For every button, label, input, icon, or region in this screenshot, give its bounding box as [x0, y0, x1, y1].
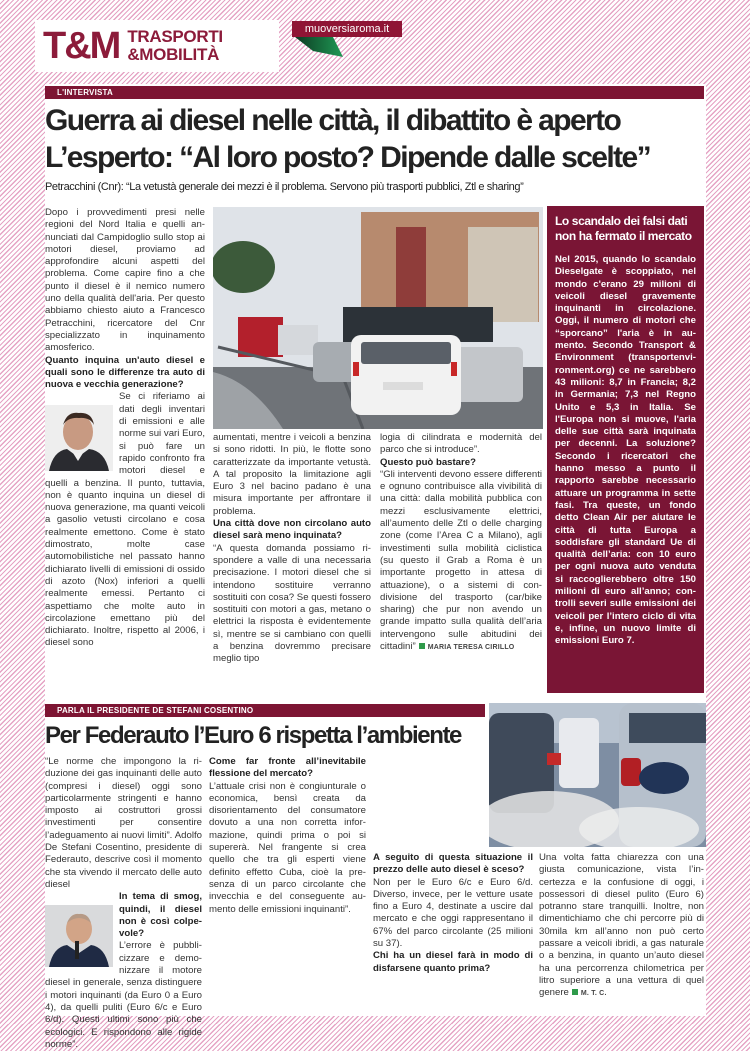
article2-column-3	[373, 852, 533, 975]
article1-column-3	[380, 432, 542, 654]
exhaust-photo-icon	[489, 703, 706, 847]
article2-column-1	[45, 756, 202, 1051]
byline-author: MARIA TERESA CIRILLO	[427, 644, 515, 652]
answer-2-continued: logia di cilindrata e modernità del parco che si introduce”.	[380, 432, 542, 456]
photo-traffic-rome	[213, 207, 543, 429]
federauto-intro: “Le norme che impongono la riduzione dei gas inquinanti delle auto (compresi i diesel) oggi sono particolarmente stringenti e hanno imposto ai costruttori grossi investimenti per consentire l’adeguamento ai nuovi limiti”. Adolfo De Stefani Cosentino, presidente di Federauto, descrive così il momento che sta vivendo il mercato delle auto diesel	[45, 756, 202, 890]
section-bar-intervista: L'INTERVISTA	[45, 86, 704, 99]
question-1: Quanto inquina un'auto diesel e quali sono le differenze tra auto di nuova e vecchia generazione?	[45, 354, 205, 391]
sidebar-dieselgate	[547, 206, 704, 693]
logo-line-1: TRASPORTI	[127, 27, 223, 46]
intro-paragraph: Dopo i provvedimenti presi nelle regioni del Nord Italia e quelli annunciati dal Campidoglio sullo stop ai motori diesel, proviamo ad approfondire alcuni aspetti del problema. Come capire fino a che punto il diesel è il nemico numero uno della qualità dell'aria. Per questo abbiamo chiesto aiuto a Francesco Petracchini, ricercatore del Cnr specializzato in inquinamento amosferico.	[45, 207, 205, 354]
portrait-icon	[45, 405, 113, 471]
logo-line-2: &MOBILITÀ	[127, 45, 220, 64]
end-mark-icon	[572, 989, 578, 995]
federauto-question-3: A seguito di questa situazione il prezzo delle auto diesel è sceso?	[373, 852, 533, 876]
photo-de-stefani	[45, 905, 113, 967]
traffic-photo-icon	[213, 207, 543, 429]
headline-federauto: Per Federauto l’Euro 6 rispetta l’ambiente	[45, 722, 461, 749]
sidebar-body: Nel 2015, quando lo scandalo Dieselgate è scoppiato, nel mondo c'erano 29 milioni di veicoli diesel gravemente inquinanti in circolazione. Oggi, il numero di motori che “sporcano” l'aria è in aumento. Secondo Transport & Environment (transportenvironment.org) ce ne sarebbero 43 milioni: 8,7 in Francia; 8,2 in Germania; 7,3 nel Regno Unito e 5,3 in Italia. Se l'Europa non si muove, l'aria delle sue città sarà inquinata per decenni. La soluzione? Secondo i ricercatori che hanno messo a punto il rapporto sarebbe necessario attuare un programma in sette fasi. Tra queste, un fondo detto Clean Air per aiutare le città di tutta Europa a soddisfare gli standard Ue di qualità dell’aria: con 10 euro per ogni nuova auto venduta si raccoglierebbero oltre 150 milioni di euro all’anno; controlli severi sulle emissioni dei veicoli per l’intero ciclo di vita e, infine, un nuovo limite di emissioni Euro 7.	[555, 254, 696, 647]
article2-column-2	[209, 756, 366, 916]
headline-line-1: Guerra ai diesel nelle città, il dibattito è aperto	[45, 104, 621, 137]
article1-column-1	[45, 207, 205, 650]
answer-1-continued: aumentati, mentre i veicoli a benzina si sono ridotti. In più, le flotte sono caratterizzate da importante vetustà. A tal proposito la limitazione agli Euro 3 nel bacino padano è una misura importante per affrontare il problema.	[213, 432, 371, 517]
subheadline: Petracchini (Cnr): “La vetustà generale dei mezzi è il problema. Servono più trasporti pubblici, Ztl e sharing”	[45, 181, 524, 193]
federauto-question-4: Chi ha un diesel farà in modo di disfarsene quanto prima?	[373, 950, 533, 974]
question-2: Una città dove non circolano auto diesel sarà meno inquinata?	[213, 518, 371, 542]
headline-line-2: L’esperto: “Al loro posto? Dipende dalle scelte”	[45, 141, 650, 174]
article2-column-4	[539, 852, 704, 1001]
article1-column-2	[213, 432, 371, 666]
photo-exhaust-traffic	[489, 703, 706, 847]
answer-1: Se ci riferiamo ai dati degli inventari di emissioni e alle norme sui vari Euro, si può fare un rapido confronto fra motori diesel e quelli a benzina. Il punto, tuttavia, non è quanto inquina un diesel di nuova generazione, ma quanti veicoli a gasolio vetusti circolano e cosa realmente emettono. Come è stato dimostrato, molte case automobilistiche nel passato hanno dichiarato livelli di emissioni di ossido di azoto (Nox) inferiori a quelli realmente emessi. Pertanto ci aspettiamo che molte auto in circolazione emettano più del dichiarato. Inoltre, rispetto al 2006, i diesel sono	[45, 391, 205, 649]
answer-3-text: “Gli interventi devono essere differenti e ognuno contribuisce alla vivibilità di una città: dalla mobilità pubblica con mezzi esclusivamente elettrici, all’aumento delle Ztl o delle charging zone (come l’Area C a Milano), agli investimenti sulla mobilità ciclistica (su questo il Grab a Roma è un importante progetto in attesa di attuazione), o a sistemi di condivisione del trasporto (car/bike sharing) che pur non avendo un grande impatto sulla qualità dell’aria intervengono sulle abitudini dei cittadini”	[380, 468, 542, 653]
answer-3	[380, 469, 542, 654]
sidebar-title: Lo scandalo dei falsi dati non ha fermato il mercato	[555, 214, 692, 243]
article-page	[45, 84, 706, 1050]
question-3: Questo può bastare?	[380, 456, 476, 468]
logo-wordmark	[127, 28, 223, 64]
logo-mark: T&M	[43, 25, 120, 67]
photo-petracchini	[45, 405, 113, 471]
site-url-badge[interactable]: muoversiaroma.it	[292, 21, 402, 37]
federauto-question-1: In tema di smog, quindi, il diesel non è così colpevole?	[119, 891, 202, 940]
federauto-answer-3: Non per le Euro 6/c e Euro 6/d. Diverso, invece, per le vetture usate fino a Euro 4, destinate a uscire dal mercato e che oggi rappresentano il 67% del parco circolante (25 milioni su 37).	[373, 876, 533, 950]
federauto-question-2: Come far fronte all’inevitabile flessione del mercato?	[209, 756, 366, 780]
ribbon-icon	[295, 37, 345, 57]
masthead-logo	[35, 20, 279, 72]
portrait-icon	[45, 905, 113, 967]
federauto-answer-2: L’attuale crisi non è congiunturale o economica, bensì creata da disorientamento del consumatore dovuto a una non corretta informazione, quindi prima o poi si supererà. Nel frangente si crea quello che tra gli esperti viene definito effetto Cuba, cioè la presenza di un parco circolante che invecchia e del conseguente aumento delle emissioni inquinanti”.	[209, 780, 366, 915]
answer-2: “A questa domanda possiamo rispondere a valle di una necessaria precisazione. I motori diesel che si intendono sostituire verranno sostituiti con cosa? Se questi fossero sostituiti con motori a gas, metano o elettrici la risposta è evidentemente sì, mentre se si cambiano con quelli a benzina dovremmo precisare meglio tipo	[213, 542, 371, 665]
byline-initials: M. T. C.	[580, 990, 607, 998]
end-mark-icon	[419, 643, 425, 649]
federauto-answer-4: Una volta fatta chiarezza con una giusta comunicazione, vista l’incertezza e la confusione di oggi, i possessori di diesel pulito (Euro 6) potranno stare tranquilli. Inoltre, non dimentichiamo che chi percorre più di 30mila km all’anno non può certo passare a veicoli ibridi, a gas naturale o a benzina, in quanto un’auto diesel ha una percorrenza chilometrica per litro superiore a una vettura di quel genere	[539, 852, 704, 999]
section-bar-federauto: PARLA IL PRESIDENTE DE STEFANI COSENTINO	[45, 704, 485, 717]
federauto-answer-1: L’errore è pubblicizzare e demonizzare il motore diesel in generale, senza distinguere i motori inquinanti (da Euro 0 a Euro 4), da quelli puliti (Euro 6/c e Euro 6/d). Questi ultimi sono più che ecologici. E rispondono alle rigide norme”.	[45, 940, 202, 1050]
